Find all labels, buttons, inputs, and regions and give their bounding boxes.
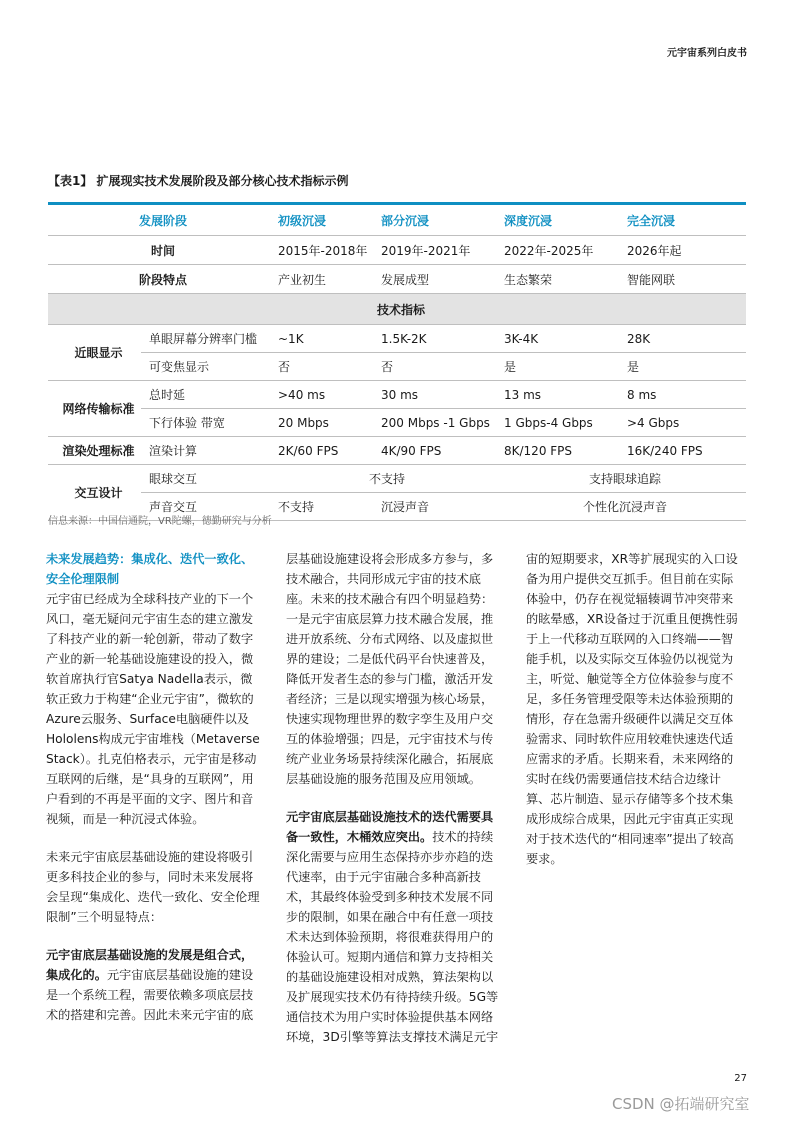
- category-render: 渲染处理标准: [48, 437, 141, 465]
- table-cell: 个性化沉浸声音: [496, 493, 746, 521]
- tech-metrics-table: [48, 202, 746, 521]
- table-cell: >4 Gbps: [619, 409, 746, 437]
- paragraph-text: 元宇宙底层基础设施的建设是一个系统工程，需要依赖多项底层技术的搭建和完善。因此未来元宇宙的底: [46, 968, 254, 1022]
- paragraph: [46, 945, 262, 1025]
- table-cell: 20 Mbps: [270, 409, 373, 437]
- paragraph: 层基础设施建设将会形成多方参与，多技术融合，共同形成元宇宙的技术底座。未来的技术融合有四个明显趋势：一是元宇宙底层算力技术融合发展，推进开放系统、分布式网络、以及虚拟世界的建设；二是低代码平台快速普及，降低开发者生态的参与门槛，激活开发者经济；三是以现实增强为核心场景，快速实现物理世界的数字孪生及用户交互的体验增强；四是，元宇宙技术与传统产业业务场景持续深化融合，拓展底层基础设施的服务范围及应用领域。: [286, 552, 494, 786]
- table-cell: 2019年-2021年: [373, 236, 496, 265]
- table-cell: 支持眼球追踪: [496, 465, 746, 493]
- table-cell: 16K/240 FPS: [619, 437, 746, 465]
- text-column-2: [286, 549, 502, 1065]
- table-cell: 否: [373, 353, 496, 381]
- table-cell: 产业初生: [270, 265, 373, 294]
- table-row: [48, 465, 746, 493]
- table-cell: 3K-4K: [496, 325, 619, 353]
- table-cell: 是: [619, 353, 746, 381]
- category-near-eye: 近眼显示: [48, 325, 141, 381]
- header-deep: 深度沉浸: [496, 204, 619, 236]
- table-cell: 生态繁荣: [496, 265, 619, 294]
- table-cell: 30 ms: [373, 381, 496, 409]
- header-partial: 部分沉浸: [373, 204, 496, 236]
- traits-label: 阶段特点: [48, 265, 270, 294]
- page-number: 27: [734, 1073, 747, 1084]
- paragraph: 元宇宙已经成为全球科技产业的下一个风口，毫无疑问元宇宙生态的建立激发了科技产业的新一轮创新，带动了数字产业的新一轮基础设施建设的投入，微软首席执行官Satya Nadella表示，微软正致力于构建“企业元宇宙”，微软的Azure云服务、Surface电脑硬件以及Hololens构成元宇宙堆栈（Metaverse Stack）。扎克伯格表示，元宇宙是移动互联网的后继，是“具身的互联网”，用户看到的不再是平面的文字、图片和音视频，而是一种沉浸式体验。: [46, 592, 260, 826]
- header-stage: 发展阶段: [48, 204, 270, 236]
- table-cell: 8 ms: [619, 381, 746, 409]
- table-cell: 不支持: [270, 465, 496, 493]
- paragraph: 未来元宇宙底层基础设施的建设将吸引更多科技企业的参与，同时未来发展将会呈现“集成化、迭代一致化、安全伦理限制”三个明显特点：: [46, 850, 260, 924]
- row-label: 渲染计算: [141, 437, 270, 465]
- paragraph-text: 技术的持续深化需要与应用生态保持亦步亦趋的迭代速率，由于元宇宙融合多种高新技术，其最终体验受到多种技术发展不同步的限制，如果在融合中有任意一项技术未达到体验预期，将很难获得用户的体验认可。短期内通信和算力支持相关的基础设施建设相对成熟，算法架构以及扩展现实技术仍有待持续升级。5G等通信技术为用户实时体验提供基本网络环境，3D引擎等算法支撑技术满足元宇: [286, 830, 499, 1044]
- header-initial: 初级沉浸: [270, 204, 373, 236]
- traits-row: [48, 265, 746, 294]
- category-interaction: 交互设计: [48, 465, 141, 521]
- category-network: 网络传输标准: [48, 381, 141, 437]
- table-row: [48, 437, 746, 465]
- table-row: [48, 325, 746, 353]
- source-note: 信息来源：中国信通院，VR陀螺，德勤研究与分析: [48, 516, 272, 527]
- time-label: 时间: [48, 236, 270, 265]
- table-cell: 8K/120 FPS: [496, 437, 619, 465]
- row-label: 声音交互: [141, 493, 270, 521]
- table-cell: 4K/90 FPS: [373, 437, 496, 465]
- time-row: [48, 236, 746, 265]
- text-column-1: [46, 549, 262, 1043]
- row-label: 单眼屏幕分辨率门槛: [141, 325, 270, 353]
- watermark: CSDN @拓端研究室: [612, 1095, 750, 1113]
- table-cell: 1.5K-2K: [373, 325, 496, 353]
- row-label: 可变焦显示: [141, 353, 270, 381]
- table-cell: 发展成型: [373, 265, 496, 294]
- paragraph-lead: 元宇宙底层基础设施技术的迭代需要具备一致性，木桶效应突出。: [286, 810, 494, 844]
- header-full: 完全沉浸: [619, 204, 746, 236]
- table-cell: 1 Gbps-4 Gbps: [496, 409, 619, 437]
- series-title: 元宇宙系列白皮书: [667, 48, 747, 59]
- row-label: 下行体验 带宽: [141, 409, 270, 437]
- table-row: [48, 353, 746, 381]
- table-cell: ~1K: [270, 325, 373, 353]
- table-cell: 智能网联: [619, 265, 746, 294]
- section-title: 技术指标: [48, 294, 746, 325]
- table-cell: 是: [496, 353, 619, 381]
- table-cell: 沉浸声音: [373, 493, 496, 521]
- table-header-row: [48, 204, 746, 236]
- row-label: 总时延: [141, 381, 270, 409]
- paragraph: 宙的短期要求，XR等扩展现实的入口设备为用户提供交互抓手。但目前在实际体验中，仍存在视觉辐辏调节冲突带来的眩晕感，XR设备过于沉重且便携性弱于上一代移动互联网的入口终端——智能手机，以及实际交互体验仍以视觉为主，听觉、触觉等全方位体验参与度不足，多任务管理受限等未达体验预期的情形，存在急需升级硬件以满足交互体验需求、同时软件应用较难快速迭代适应需求的矛盾。长期来看，未来网络的实时在线仍需要通信技术结合边缘计算、芯片制造、显示存储等多个技术集成形成综合成果，因此元宇宙真正实现对于技术迭代的“相同速率”提出了较高要求。: [526, 552, 738, 866]
- section-row: [48, 294, 746, 325]
- paragraph-lead: 元宇宙底层基础设施的发展是组合式，集成化的。: [46, 948, 254, 982]
- table-cell: 否: [270, 353, 373, 381]
- paragraph: [286, 807, 502, 1047]
- table-cell: >40 ms: [270, 381, 373, 409]
- table-row: [48, 409, 746, 437]
- table-caption: 【表1】 扩展现实技术发展阶段及部分核心技术指标示例: [48, 174, 349, 188]
- table-cell: 28K: [619, 325, 746, 353]
- table-cell: 200 Mbps -1 Gbps: [373, 409, 496, 437]
- table-row: [48, 381, 746, 409]
- section-heading: 未来发展趋势：集成化、迭代一致化、安全伦理限制: [46, 552, 254, 586]
- table-cell: 13 ms: [496, 381, 619, 409]
- table-cell: 2022年-2025年: [496, 236, 619, 265]
- table-cell: 不支持: [270, 493, 373, 521]
- text-column-3: [526, 549, 744, 887]
- table-cell: 2026年起: [619, 236, 746, 265]
- table-cell: 2015年-2018年: [270, 236, 373, 265]
- row-label: 眼球交互: [141, 465, 270, 493]
- table-cell: 2K/60 FPS: [270, 437, 373, 465]
